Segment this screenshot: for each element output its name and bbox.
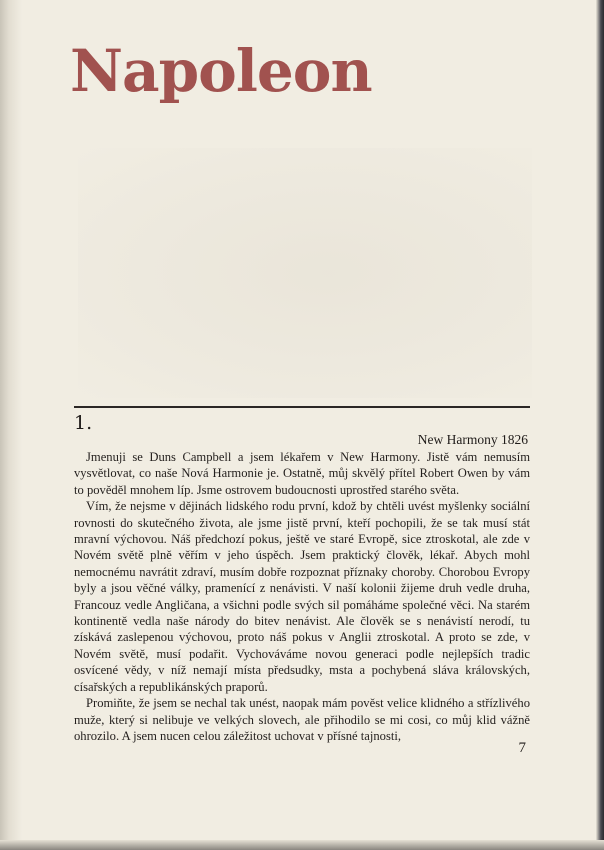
- chapter-divider-rule: [74, 406, 530, 408]
- body-text: [74, 449, 530, 744]
- page-bottom-edge: [0, 840, 604, 850]
- page-spine-shadow: [0, 0, 22, 850]
- dateline: New Harmony 1826: [417, 432, 528, 447]
- faded-illustration: [78, 148, 532, 398]
- paragraph: Promiňte, že jsem se nechal tak unést, naopak mám pověst velice klidného a střízlivého muže, který si nelibuje ve velkých slovech, ale přihodilo se mi cosi, co můj klid vážně ohrozilo. A jsem nucen celou záležitost uchovat v přísné tajnosti,: [74, 696, 530, 743]
- chapter-title: Napoleon: [70, 37, 372, 105]
- paragraph: Vím, že nejsme v dějinách lidského rodu první, kdož by chtěli uvést myšlenky sociální rovnosti do skutečného života, ale jsme jistě první, kteří pochopili, že se tak musí stát mravní výchovou. Náš předchozí pokus, ještě ve staré Evropě, sice ztroskotal, ale zde v Novém světě plně věřím v jeho úspěch. Jsem praktický člověk, lékař. Abych mohl nemocnému navrátit zdraví, musím dobře rozpoznat příznaky choroby. Chorobou Evropy byly a jsou věčné války, pramenící z nenávisti. V naší kolonii žijeme druh vedle druha, Francouz vedle Angličana, a všichni podle svých sil pomáháme společné věci. Na starém kontinentě vedla naše národy do bitev nenávist. Ale člověk se s nenávistí nerodí, tu získává zaslepenou výchovou, proto náš pokus v Anglii ztroskotal. A proto se zde, v Novém světě, musí podařit. Vychováváme novou generaci podle nejlepších tradic osvícené vědy, v níž nemají místa předsudky, msta a pochybená sláva královských, císařských a republikánských praporů.: [74, 499, 530, 694]
- chapter-number: 1.: [74, 412, 93, 434]
- paragraph: Jmenuji se Duns Campbell a jsem lékařem v New Harmony. Jistě vám nemusím vysvětlovat, co naše Nová Harmonie je. Ostatně, můj skvělý přítel Robert Owen by vám to pověděl mnohem líp. Jsme ostrovem budoucnosti uprostřed starého světa.: [74, 450, 530, 497]
- page-right-edge: [596, 0, 604, 850]
- page-number: 7: [518, 740, 526, 756]
